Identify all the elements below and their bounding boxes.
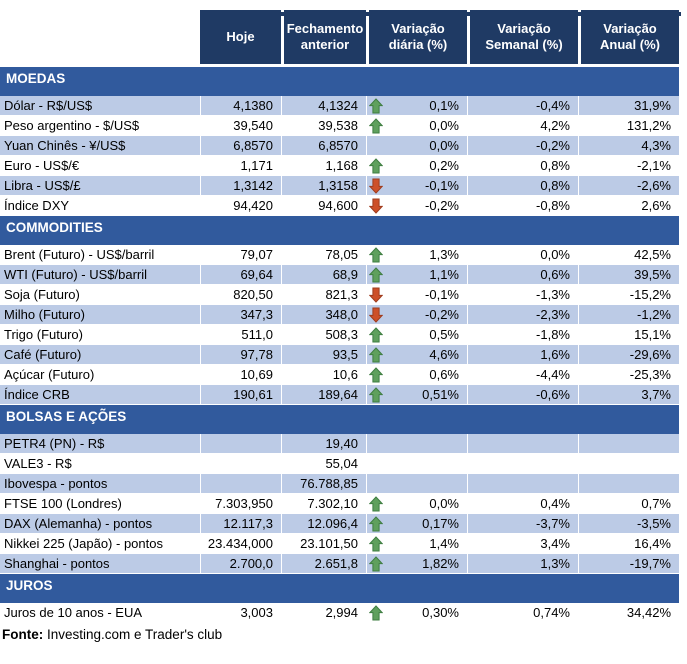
- variacao-semanal-value: -0,8%: [467, 196, 578, 215]
- fechamento-anterior-value: 23.101,50: [281, 534, 366, 553]
- table-row: [0, 385, 679, 405]
- variacao-diaria-cell: [366, 385, 467, 404]
- up-arrow-icon: [369, 556, 384, 572]
- table-row: [0, 603, 679, 623]
- fechamento-anterior-value: 68,9: [281, 265, 366, 284]
- variacao-diaria-value: 0,5%: [429, 327, 459, 342]
- variacao-diaria-cell: [366, 176, 467, 195]
- variacao-diaria-value: 1,82%: [422, 556, 459, 571]
- variacao-semanal-value: -3,7%: [467, 514, 578, 533]
- table-section: [0, 67, 687, 216]
- variacao-anual-value: -15,2%: [578, 285, 679, 304]
- row-label: Peso argentino - $/US$: [0, 116, 200, 135]
- variacao-anual-value: 131,2%: [578, 116, 679, 135]
- column-header-fechamento-anterior: Fechamento anterior: [281, 10, 366, 64]
- row-label: Trigo (Futuro): [0, 325, 200, 344]
- table-row: [0, 305, 679, 325]
- fechamento-anterior-value: 189,64: [281, 385, 366, 404]
- section-header-bar: [0, 574, 679, 603]
- fechamento-anterior-value: 1,168: [281, 156, 366, 175]
- up-arrow-icon: [369, 347, 384, 363]
- hoje-value: [200, 434, 281, 453]
- row-label: PETR4 (PN) - R$: [0, 434, 200, 453]
- variacao-diaria-cell: [366, 434, 467, 453]
- table-row: [0, 494, 679, 514]
- section-header-bar: [0, 67, 679, 96]
- hoje-value: 2.700,0: [200, 554, 281, 573]
- up-arrow-icon: [369, 158, 384, 174]
- up-arrow-icon: [369, 496, 384, 512]
- hoje-value: 12.117,3: [200, 514, 281, 533]
- fechamento-anterior-value: 508,3: [281, 325, 366, 344]
- table-row: [0, 176, 679, 196]
- variacao-diaria-cell: [366, 514, 467, 533]
- variacao-diaria-value: 0,51%: [422, 387, 459, 402]
- row-label: VALE3 - R$: [0, 454, 200, 473]
- fechamento-anterior-value: 2,994: [281, 603, 366, 622]
- variacao-diaria-value: 0,6%: [429, 367, 459, 382]
- variacao-diaria-cell: [366, 474, 467, 493]
- column-header-variacao-anual: Variação Anual (%): [578, 10, 679, 64]
- up-arrow-icon: [369, 605, 384, 621]
- variacao-semanal-value: 4,2%: [467, 116, 578, 135]
- up-arrow-icon: [369, 387, 384, 403]
- table-row: [0, 454, 679, 474]
- hoje-value: 23.434,000: [200, 534, 281, 553]
- up-arrow-icon: [369, 367, 384, 383]
- variacao-semanal-value: 1,3%: [467, 554, 578, 573]
- up-arrow-icon: [369, 98, 384, 114]
- fechamento-anterior-value: 4,1324: [281, 96, 366, 115]
- variacao-semanal-value: 0,0%: [467, 245, 578, 264]
- up-arrow-icon: [369, 516, 384, 532]
- row-label: Juros de 10 anos - EUA: [0, 603, 200, 622]
- variacao-diaria-value: 0,0%: [429, 496, 459, 511]
- row-label: WTI (Futuro) - US$/barril: [0, 265, 200, 284]
- variacao-semanal-value: 1,6%: [467, 345, 578, 364]
- row-label: Café (Futuro): [0, 345, 200, 364]
- variacao-diaria-cell: [366, 116, 467, 135]
- variacao-diaria-cell: [366, 603, 467, 622]
- variacao-anual-value: 31,9%: [578, 96, 679, 115]
- variacao-diaria-cell: [366, 285, 467, 304]
- down-arrow-icon: [369, 198, 384, 214]
- variacao-semanal-value: -4,4%: [467, 365, 578, 384]
- variacao-anual-value: 15,1%: [578, 325, 679, 344]
- source-note: [0, 627, 687, 642]
- section-rows: [0, 603, 687, 623]
- variacao-anual-value: -19,7%: [578, 554, 679, 573]
- variacao-anual-value: 34,42%: [578, 603, 679, 622]
- table-row: [0, 265, 679, 285]
- hoje-value: [200, 474, 281, 493]
- variacao-diaria-value: -0,2%: [425, 198, 459, 213]
- hoje-value: 94,420: [200, 196, 281, 215]
- variacao-diaria-cell: [366, 305, 467, 324]
- variacao-diaria-value: 0,17%: [422, 516, 459, 531]
- market-summary-table: [0, 10, 687, 664]
- variacao-diaria-cell: [366, 245, 467, 264]
- variacao-diaria-value: 0,0%: [429, 118, 459, 133]
- variacao-diaria-cell: [366, 196, 467, 215]
- variacao-anual-value: [578, 454, 679, 473]
- fechamento-anterior-value: 39,538: [281, 116, 366, 135]
- hoje-value: 6,8570: [200, 136, 281, 155]
- fechamento-anterior-value: 6,8570: [281, 136, 366, 155]
- variacao-anual-value: -1,2%: [578, 305, 679, 324]
- variacao-diaria-cell: [366, 156, 467, 175]
- variacao-semanal-value: [467, 434, 578, 453]
- hoje-value: 4,1380: [200, 96, 281, 115]
- table-row: [0, 96, 679, 116]
- variacao-semanal-value: 0,4%: [467, 494, 578, 513]
- variacao-diaria-value: 0,0%: [429, 138, 459, 153]
- variacao-semanal-value: 0,74%: [467, 603, 578, 622]
- row-label: DAX (Alemanha) - pontos: [0, 514, 200, 533]
- section-rows: [0, 96, 687, 216]
- table-row: [0, 196, 679, 216]
- fechamento-anterior-value: 1,3158: [281, 176, 366, 195]
- row-label: Açúcar (Futuro): [0, 365, 200, 384]
- variacao-anual-value: [578, 474, 679, 493]
- variacao-diaria-cell: [366, 494, 467, 513]
- section-title: BOLSAS E AÇÕES: [6, 409, 127, 424]
- variacao-diaria-value: -0,1%: [425, 287, 459, 302]
- variacao-diaria-cell: [366, 96, 467, 115]
- hoje-value: 1,171: [200, 156, 281, 175]
- section-rows: [0, 434, 687, 574]
- row-label: Nikkei 225 (Japão) - pontos: [0, 534, 200, 553]
- fechamento-anterior-value: 19,40: [281, 434, 366, 453]
- variacao-diaria-cell: [366, 345, 467, 364]
- table-section: [0, 405, 687, 574]
- row-label: FTSE 100 (Londres): [0, 494, 200, 513]
- table-row: [0, 514, 679, 534]
- table-row: [0, 365, 679, 385]
- row-label: Índice CRB: [0, 385, 200, 404]
- fechamento-anterior-value: 348,0: [281, 305, 366, 324]
- hoje-value: 97,78: [200, 345, 281, 364]
- variacao-diaria-cell: [366, 534, 467, 553]
- variacao-diaria-value: -0,1%: [425, 178, 459, 193]
- variacao-diaria-value: 0,2%: [429, 158, 459, 173]
- variacao-diaria-cell: [366, 265, 467, 284]
- variacao-diaria-value: 0,1%: [429, 98, 459, 113]
- row-label: Euro - US$/€: [0, 156, 200, 175]
- hoje-value: [200, 454, 281, 473]
- table-row: [0, 136, 679, 156]
- variacao-diaria-value: 1,1%: [429, 267, 459, 282]
- hoje-value: 7.303,950: [200, 494, 281, 513]
- down-arrow-icon: [369, 287, 384, 303]
- column-header-hoje: Hoje: [200, 10, 281, 64]
- hoje-value: 190,61: [200, 385, 281, 404]
- variacao-diaria-value: 4,6%: [429, 347, 459, 362]
- table-row: [0, 285, 679, 305]
- row-label: Ibovespa - pontos: [0, 474, 200, 493]
- variacao-anual-value: 3,7%: [578, 385, 679, 404]
- table-row: [0, 156, 679, 176]
- row-label: Yuan Chinês - ¥/US$: [0, 136, 200, 155]
- variacao-semanal-value: 0,8%: [467, 156, 578, 175]
- fechamento-anterior-value: 10,6: [281, 365, 366, 384]
- variacao-semanal-value: -0,2%: [467, 136, 578, 155]
- fechamento-anterior-value: 94,600: [281, 196, 366, 215]
- hoje-value: 1,3142: [200, 176, 281, 195]
- down-arrow-icon: [369, 307, 384, 323]
- variacao-diaria-cell: [366, 325, 467, 344]
- fechamento-anterior-value: 7.302,10: [281, 494, 366, 513]
- column-header-variacao-semanal: Variação Semanal (%): [467, 10, 578, 64]
- section-header-bar: [0, 216, 679, 245]
- table-row: [0, 325, 679, 345]
- variacao-semanal-value: -0,4%: [467, 96, 578, 115]
- variacao-anual-value: 4,3%: [578, 136, 679, 155]
- variacao-diaria-value: -0,2%: [425, 307, 459, 322]
- section-title: MOEDAS: [6, 71, 66, 86]
- variacao-anual-value: [578, 434, 679, 453]
- variacao-diaria-value: 0,30%: [422, 605, 459, 620]
- table-header-row: [0, 10, 679, 64]
- variacao-semanal-value: [467, 474, 578, 493]
- row-label: Libra - US$/£: [0, 176, 200, 195]
- table-top-border: [202, 12, 681, 16]
- hoje-value: 10,69: [200, 365, 281, 384]
- fechamento-anterior-value: 93,5: [281, 345, 366, 364]
- fechamento-anterior-value: 2.651,8: [281, 554, 366, 573]
- hoje-value: 3,003: [200, 603, 281, 622]
- variacao-anual-value: 0,7%: [578, 494, 679, 513]
- header-empty-cell: [0, 10, 200, 64]
- variacao-anual-value: 42,5%: [578, 245, 679, 264]
- variacao-diaria-cell: [366, 554, 467, 573]
- variacao-semanal-value: -1,3%: [467, 285, 578, 304]
- variacao-anual-value: 39,5%: [578, 265, 679, 284]
- table-row: [0, 345, 679, 365]
- fechamento-anterior-value: 55,04: [281, 454, 366, 473]
- fechamento-anterior-value: 821,3: [281, 285, 366, 304]
- hoje-value: 69,64: [200, 265, 281, 284]
- variacao-semanal-value: 0,8%: [467, 176, 578, 195]
- up-arrow-icon: [369, 267, 384, 283]
- variacao-diaria-cell: [366, 365, 467, 384]
- variacao-semanal-value: 0,6%: [467, 265, 578, 284]
- fechamento-anterior-value: 12.096,4: [281, 514, 366, 533]
- table-body: [0, 67, 687, 623]
- hoje-value: 347,3: [200, 305, 281, 324]
- hoje-value: 820,50: [200, 285, 281, 304]
- row-label: Milho (Futuro): [0, 305, 200, 324]
- variacao-diaria-value: 1,3%: [429, 247, 459, 262]
- variacao-anual-value: 16,4%: [578, 534, 679, 553]
- table-row: [0, 554, 679, 574]
- variacao-anual-value: -29,6%: [578, 345, 679, 364]
- variacao-diaria-cell: [366, 454, 467, 473]
- source-label: Fonte:: [2, 627, 44, 642]
- variacao-semanal-value: -0,6%: [467, 385, 578, 404]
- variacao-anual-value: -2,6%: [578, 176, 679, 195]
- row-label: Índice DXY: [0, 196, 200, 215]
- variacao-semanal-value: 3,4%: [467, 534, 578, 553]
- variacao-semanal-value: -1,8%: [467, 325, 578, 344]
- variacao-semanal-value: [467, 454, 578, 473]
- hoje-value: 511,0: [200, 325, 281, 344]
- section-rows: [0, 245, 687, 405]
- up-arrow-icon: [369, 536, 384, 552]
- up-arrow-icon: [369, 118, 384, 134]
- variacao-diaria-cell: [366, 136, 467, 155]
- row-label: Soja (Futuro): [0, 285, 200, 304]
- variacao-diaria-value: 1,4%: [429, 536, 459, 551]
- table-row: [0, 474, 679, 494]
- table-row: [0, 245, 679, 265]
- section-header-bar: [0, 405, 679, 434]
- table-section: [0, 216, 687, 405]
- table-row: [0, 116, 679, 136]
- table-section: [0, 574, 687, 623]
- row-label: Dólar - R$/US$: [0, 96, 200, 115]
- up-arrow-icon: [369, 327, 384, 343]
- variacao-anual-value: -3,5%: [578, 514, 679, 533]
- table-row: [0, 434, 679, 454]
- down-arrow-icon: [369, 178, 384, 194]
- fechamento-anterior-value: 78,05: [281, 245, 366, 264]
- up-arrow-icon: [369, 247, 384, 263]
- table-row: [0, 534, 679, 554]
- variacao-anual-value: -25,3%: [578, 365, 679, 384]
- source-text: Investing.com e Trader's club: [43, 627, 223, 642]
- row-label: Shanghai - pontos: [0, 554, 200, 573]
- fechamento-anterior-value: 76.788,85: [281, 474, 366, 493]
- variacao-anual-value: -2,1%: [578, 156, 679, 175]
- hoje-value: 39,540: [200, 116, 281, 135]
- variacao-anual-value: 2,6%: [578, 196, 679, 215]
- hoje-value: 79,07: [200, 245, 281, 264]
- section-title: JUROS: [6, 578, 53, 593]
- variacao-semanal-value: -2,3%: [467, 305, 578, 324]
- section-title: COMMODITIES: [6, 220, 103, 235]
- column-header-variacao-diaria: Variação diária (%): [366, 10, 467, 64]
- row-label: Brent (Futuro) - US$/barril: [0, 245, 200, 264]
